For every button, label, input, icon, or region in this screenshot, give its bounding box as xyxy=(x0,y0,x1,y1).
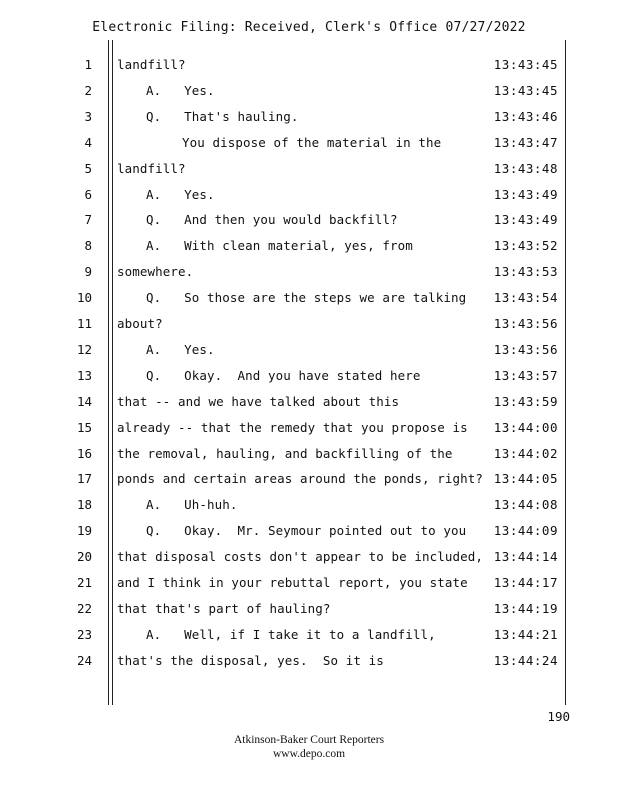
line-text: Q. And then you would backfill? xyxy=(146,212,398,227)
line-text: that -- and we have talked about this xyxy=(117,394,400,409)
line-text: A. Well, if I take it to a landfill, xyxy=(146,627,436,642)
line-text: Q. Okay. And you have stated here xyxy=(146,368,421,383)
line-text: the removal, hauling, and backfilling of the xyxy=(117,446,453,461)
line-timestamp: 13:44:05 xyxy=(493,471,558,486)
line-timestamp: 13:43:59 xyxy=(493,394,558,409)
line-number: 2 xyxy=(84,83,92,98)
line-number: 24 xyxy=(76,653,92,668)
line-timestamp: 13:43:47 xyxy=(493,135,558,150)
line-text: landfill? xyxy=(117,57,186,72)
line-timestamp: 13:44:02 xyxy=(493,446,558,461)
left-margin-line-inner xyxy=(112,40,113,705)
line-number: 18 xyxy=(76,497,92,512)
line-text: that's the disposal, yes. So it is xyxy=(117,653,384,668)
line-text: A. Uh-huh. xyxy=(146,497,238,512)
line-text: and I think in your rebuttal report, you state xyxy=(117,575,468,590)
line-timestamp: 13:44:21 xyxy=(493,627,558,642)
footer-website: www.depo.com xyxy=(272,748,346,760)
line-number: 5 xyxy=(84,161,92,176)
line-timestamp: 13:43:54 xyxy=(493,290,558,305)
line-text: that that's part of hauling? xyxy=(117,601,331,616)
line-timestamp: 13:43:49 xyxy=(493,212,558,227)
filing-header: Electronic Filing: Received, Clerk's Office 07/27/2022 xyxy=(92,20,526,35)
line-timestamp: 13:43:56 xyxy=(493,316,558,331)
line-timestamp: 13:43:45 xyxy=(493,57,558,72)
line-text: Q. So those are the steps we are talking xyxy=(146,290,467,305)
footer-company: Atkinson-Baker Court Reporters xyxy=(233,734,385,746)
line-text: A. Yes. xyxy=(146,342,215,357)
line-timestamp: 13:43:53 xyxy=(493,264,558,279)
line-number: 3 xyxy=(84,109,92,124)
line-timestamp: 13:44:24 xyxy=(493,653,558,668)
line-text: A. Yes. xyxy=(146,83,215,98)
left-margin-line-outer xyxy=(108,40,109,705)
line-timestamp: 13:43:57 xyxy=(493,368,558,383)
line-timestamp: 13:43:56 xyxy=(493,342,558,357)
line-number: 6 xyxy=(84,187,92,202)
line-number: 9 xyxy=(84,264,92,279)
line-text: already -- that the remedy that you propose is xyxy=(117,420,468,435)
line-number: 20 xyxy=(76,549,92,564)
line-text: landfill? xyxy=(117,161,186,176)
line-number: 21 xyxy=(76,575,92,590)
line-text: You dispose of the material in the xyxy=(182,135,442,150)
line-timestamp: 13:43:46 xyxy=(493,109,558,124)
line-number: 8 xyxy=(84,238,92,253)
line-number: 4 xyxy=(84,135,92,150)
line-number: 13 xyxy=(76,368,92,383)
page-number: 190 xyxy=(547,709,570,724)
line-number: 19 xyxy=(76,523,92,538)
line-timestamp: 13:44:08 xyxy=(493,497,558,512)
right-margin-line xyxy=(565,40,566,705)
line-timestamp: 13:43:52 xyxy=(493,238,558,253)
line-number: 1 xyxy=(84,57,92,72)
line-timestamp: 13:44:00 xyxy=(493,420,558,435)
line-number: 14 xyxy=(76,394,92,409)
line-number: 7 xyxy=(84,212,92,227)
line-text: somewhere. xyxy=(117,264,194,279)
line-timestamp: 13:44:14 xyxy=(493,549,558,564)
line-text: A. With clean material, yes, from xyxy=(146,238,413,253)
line-timestamp: 13:43:48 xyxy=(493,161,558,176)
line-number: 17 xyxy=(76,471,92,486)
line-text: that disposal costs don't appear to be included, xyxy=(117,549,484,564)
line-number: 16 xyxy=(76,446,92,461)
line-text: A. Yes. xyxy=(146,187,215,202)
line-number: 11 xyxy=(76,316,92,331)
line-number: 15 xyxy=(76,420,92,435)
line-timestamp: 13:43:49 xyxy=(493,187,558,202)
line-timestamp: 13:43:45 xyxy=(493,83,558,98)
line-timestamp: 13:44:17 xyxy=(493,575,558,590)
line-text: ponds and certain areas around the ponds, right? xyxy=(117,471,484,486)
line-text: Q. That's hauling. xyxy=(146,109,299,124)
line-number: 12 xyxy=(76,342,92,357)
line-text: about? xyxy=(117,316,163,331)
line-number: 22 xyxy=(76,601,92,616)
line-timestamp: 13:44:19 xyxy=(493,601,558,616)
line-number: 10 xyxy=(76,290,92,305)
line-text: Q. Okay. Mr. Seymour pointed out to you xyxy=(146,523,467,538)
line-number: 23 xyxy=(76,627,92,642)
line-timestamp: 13:44:09 xyxy=(493,523,558,538)
